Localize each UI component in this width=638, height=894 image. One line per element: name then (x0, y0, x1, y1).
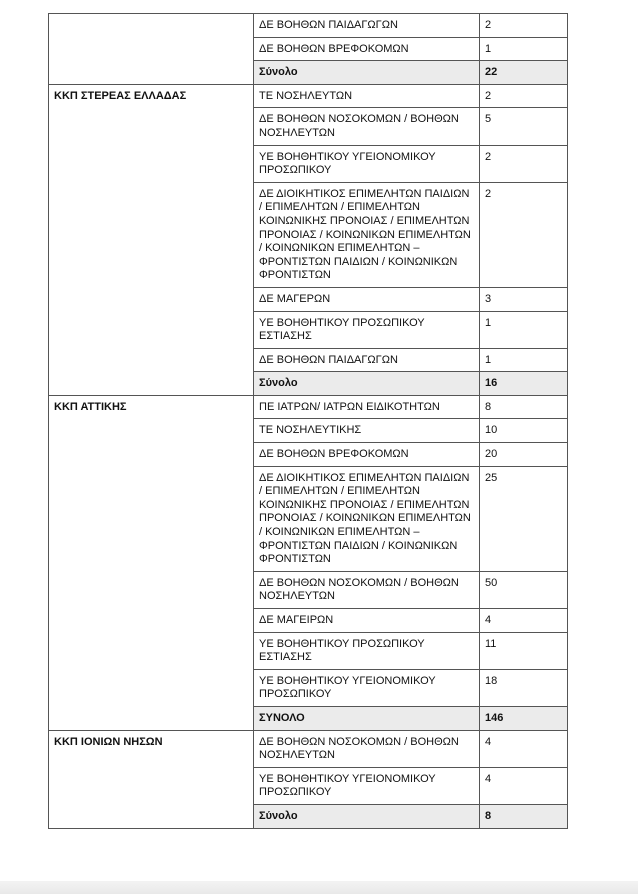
position-title: ΥΕ ΒΟΗΘΗΤΙΚΟΥ ΥΓΕΙΟΝΟΜΙΚΟΥ ΠΡΟΣΩΠΙΚΟΥ (254, 145, 480, 182)
region-name: ΚΚΠ ΙΟΝΙΩΝ ΝΗΣΩΝ (49, 730, 254, 828)
position-title: ΤΕ ΝΟΣΗΛΕΥΤΙΚΗΣ (254, 419, 480, 443)
position-count: 2 (480, 84, 568, 108)
position-count: 4 (480, 609, 568, 633)
position-count: 2 (480, 182, 568, 287)
position-count: 4 (480, 767, 568, 804)
total-value: 8 (480, 804, 568, 828)
position-title: ΔΕ ΒΟΗΘΩΝ ΒΡΕΦΟΚΟΜΩΝ (254, 37, 480, 61)
positions-table (48, 13, 568, 829)
total-label: ΣΥΝΟΛΟ (254, 706, 480, 730)
position-title: ΔΕ ΜΑΓΕΙΡΩΝ (254, 609, 480, 633)
region-name: ΚΚΠ ΑΤΤΙΚΗΣ (49, 395, 254, 730)
total-label: Σύνολο (254, 61, 480, 85)
table-row (49, 395, 568, 419)
position-title: ΥΕ ΒΟΗΘΗΤΙΚΟΥ ΥΓΕΙΟΝΟΜΙΚΟΥ ΠΡΟΣΩΠΙΚΟΥ (254, 767, 480, 804)
position-count: 2 (480, 14, 568, 38)
position-title: ΔΕ ΜΑΓΕΡΩΝ (254, 287, 480, 311)
position-title: ΥΕ ΒΟΗΘΗΤΙΚΟΥ ΥΓΕΙΟΝΟΜΙΚΟΥ ΠΡΟΣΩΠΙΚΟΥ (254, 669, 480, 706)
position-title: ΥΕ ΒΟΗΘΗΤΙΚΟΥ ΠΡΟΣΩΠΙΚΟΥ ΕΣΤΙΑΣΗΣ (254, 632, 480, 669)
total-value: 16 (480, 372, 568, 396)
total-label: Σύνολο (254, 372, 480, 396)
page-bottom-edge (0, 881, 638, 894)
position-title: ΔΕ ΒΟΗΘΩΝ ΝΟΣΟΚΟΜΩΝ / ΒΟΗΘΩΝ ΝΟΣΗΛΕΥΤΩΝ (254, 730, 480, 767)
position-count: 25 (480, 466, 568, 571)
position-count: 8 (480, 395, 568, 419)
table-row (49, 84, 568, 108)
position-title: ΔΕ ΒΟΗΘΩΝ ΒΡΕΦΟΚΟΜΩΝ (254, 443, 480, 467)
position-count: 2 (480, 145, 568, 182)
position-title: ΔΕ ΒΟΗΘΩΝ ΠΑΙΔΑΓΩΓΩΝ (254, 14, 480, 38)
position-count: 50 (480, 571, 568, 608)
position-count: 5 (480, 108, 568, 145)
position-count: 1 (480, 37, 568, 61)
position-count: 1 (480, 311, 568, 348)
table-row (49, 730, 568, 767)
position-count: 20 (480, 443, 568, 467)
position-title: ΥΕ ΒΟΗΘΗΤΙΚΟΥ ΠΡΟΣΩΠΙΚΟΥ ΕΣΤΙΑΣΗΣ (254, 311, 480, 348)
region-name (49, 14, 254, 85)
positions-table-body (49, 14, 568, 829)
position-count: 18 (480, 669, 568, 706)
position-count: 10 (480, 419, 568, 443)
position-title: ΔΕ ΔΙΟΙΚΗΤΙΚΟΣ ΕΠΙΜΕΛΗΤΩΝ ΠΑΙΔΙΩΝ / ΕΠΙΜΕΛΗΤΩΝ / ΕΠΙΜΕΛΗΤΩΝ ΚΟΙΝΩΝΙΚΗΣ ΠΡΟΝΟΙΑΣ / ΕΠΙΜΕΛΗΤΩΝ ΠΡΟΝΟΙΑΣ / ΚΟΙΝΩΝΙΚΩΝ ΕΠΙΜΕΛΗΤΩΝ / ΚΟΙΝΩΝΙΚΩΝ ΕΠΙΜΕΛΗΤΩΝ – ΦΡΟΝΤΙΣΤΩΝ ΠΑΙΔΙΩΝ / ΚΟΙΝΩΝΙΚΩΝ ΦΡΟΝΤΙΣΤΩΝ (254, 182, 480, 287)
table-row (49, 14, 568, 38)
position-title: ΔΕ ΒΟΗΘΩΝ ΝΟΣΟΚΟΜΩΝ / ΒΟΗΘΩΝ ΝΟΣΗΛΕΥΤΩΝ (254, 108, 480, 145)
position-count: 4 (480, 730, 568, 767)
position-count: 3 (480, 287, 568, 311)
total-label: Σύνολο (254, 804, 480, 828)
total-value: 22 (480, 61, 568, 85)
position-title: ΠΕ ΙΑΤΡΩΝ/ ΙΑΤΡΩΝ ΕΙΔΙΚΟΤΗΤΩΝ (254, 395, 480, 419)
position-title: ΔΕ ΔΙΟΙΚΗΤΙΚΟΣ ΕΠΙΜΕΛΗΤΩΝ ΠΑΙΔΙΩΝ / ΕΠΙΜΕΛΗΤΩΝ / ΕΠΙΜΕΛΗΤΩΝ ΚΟΙΝΩΝΙΚΗΣ ΠΡΟΝΟΙΑΣ / ΕΠΙΜΕΛΗΤΩΝ ΠΡΟΝΟΙΑΣ / ΚΟΙΝΩΝΙΚΩΝ ΕΠΙΜΕΛΗΤΩΝ / ΚΟΙΝΩΝΙΚΩΝ ΕΠΙΜΕΛΗΤΩΝ – ΦΡΟΝΤΙΣΤΩΝ ΠΑΙΔΙΩΝ / ΚΟΙΝΩΝΙΚΩΝ ΦΡΟΝΤΙΣΤΩΝ (254, 466, 480, 571)
position-title: ΔΕ ΒΟΗΘΩΝ ΝΟΣΟΚΟΜΩΝ / ΒΟΗΘΩΝ ΝΟΣΗΛΕΥΤΩΝ (254, 571, 480, 608)
position-count: 11 (480, 632, 568, 669)
position-title: ΤΕ ΝΟΣΗΛΕΥΤΩΝ (254, 84, 480, 108)
position-title: ΔΕ ΒΟΗΘΩΝ ΠΑΙΔΑΓΩΓΩΝ (254, 348, 480, 372)
region-name: ΚΚΠ ΣΤΕΡΕΑΣ ΕΛΛΑΔΑΣ (49, 84, 254, 395)
position-count: 1 (480, 348, 568, 372)
total-value: 146 (480, 706, 568, 730)
